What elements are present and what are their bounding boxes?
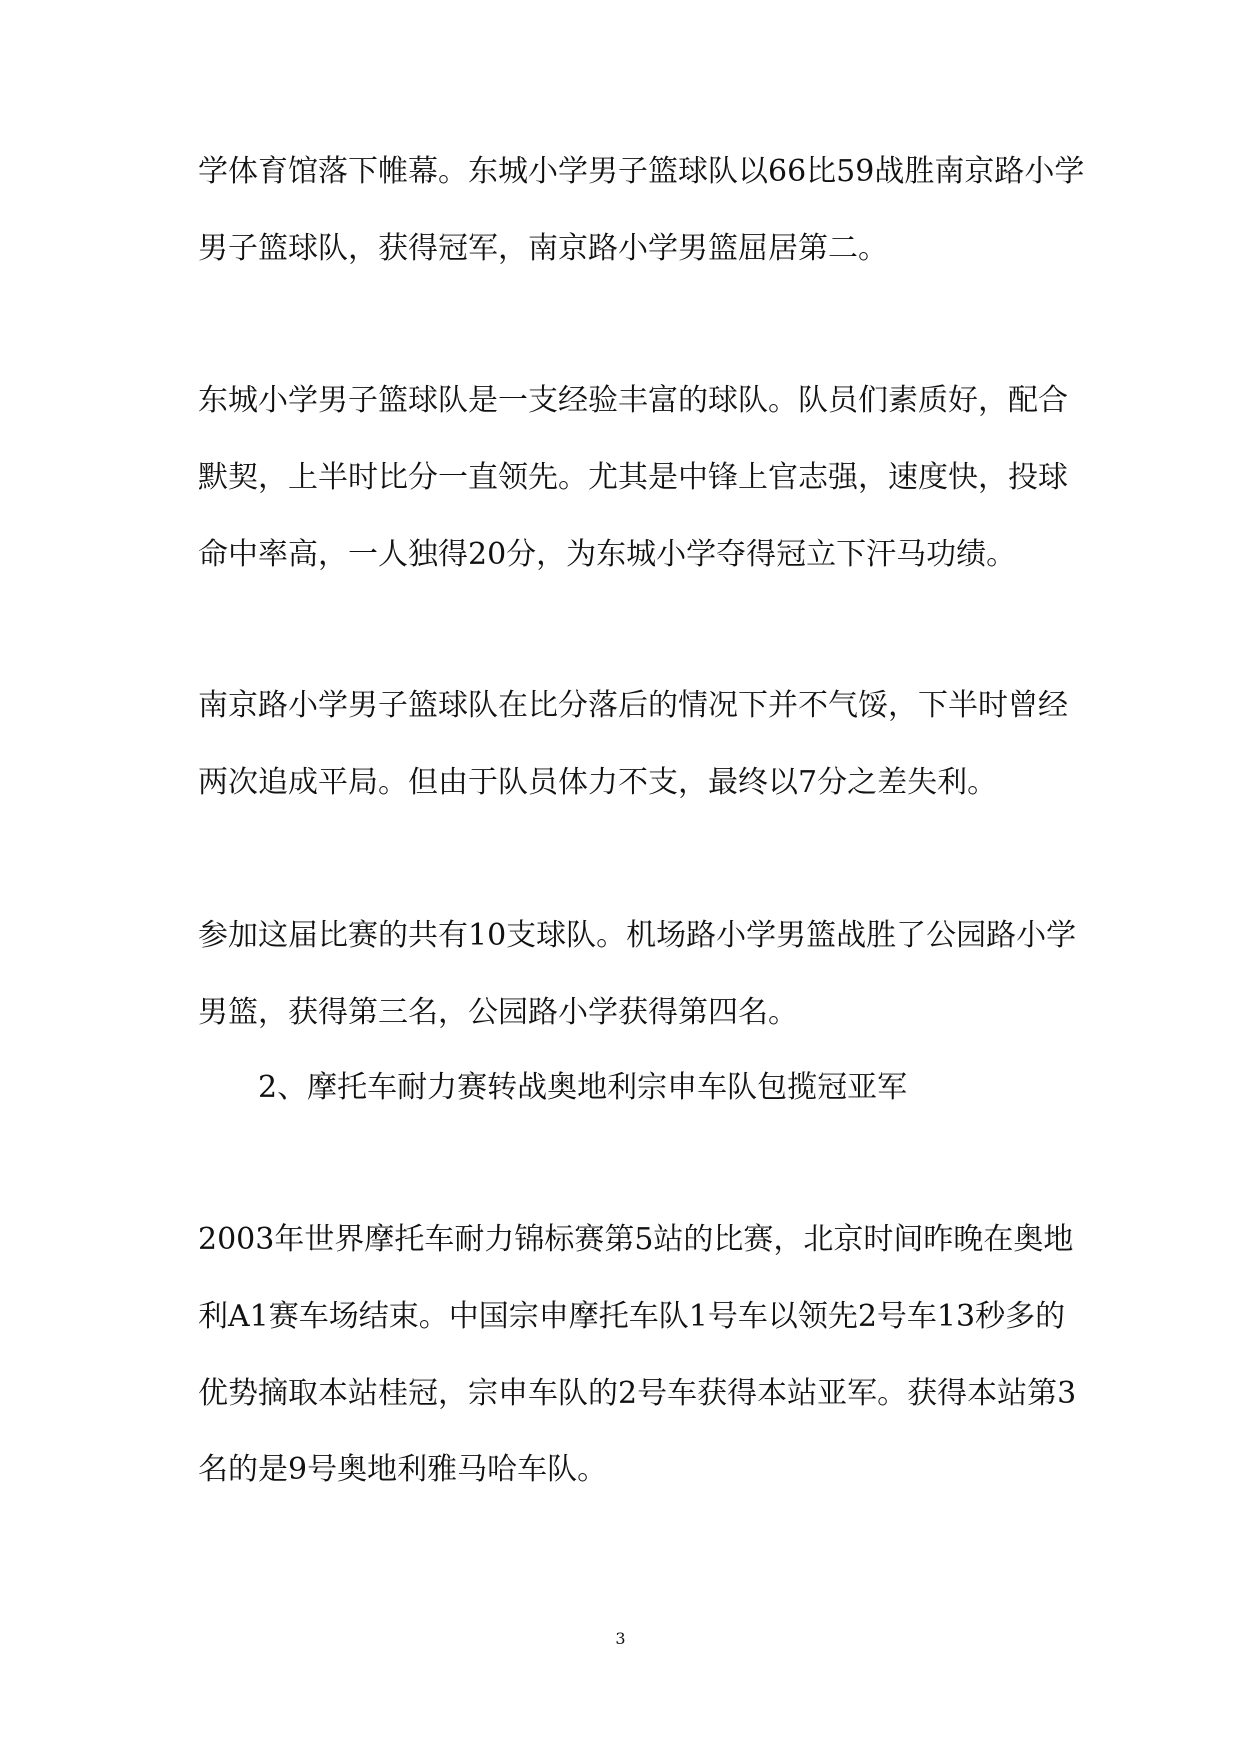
text-line: 两次追成平局。但由于队员体力不支，最终以7分之差失利。: [198, 765, 998, 800]
page-number: 3: [615, 1629, 626, 1648]
text-line: 优势摘取本站桂冠，宗申车队的2号车获得本站亚军。获得本站第3: [198, 1376, 1077, 1411]
text-line: 男篮，获得第三名，公园路小学获得第四名。: [198, 995, 798, 1030]
text-line: 命中率高，一人独得20分，为东城小学夺得冠立下汗马功绩。: [198, 537, 1017, 572]
text-line: 2003年世界摩托车耐力锦标赛第5站的比赛，北京时间昨晚在奥地: [198, 1222, 1074, 1257]
text-line: 男子篮球队，获得冠军，南京路小学男篮屈居第二。: [198, 231, 888, 266]
text-line: 学体育馆落下帷幕。东城小学男子篮球队以66比59战胜南京路小学: [198, 154, 1085, 189]
text-line: 名的是9号奥地利雅马哈车队。: [198, 1452, 608, 1487]
text-line: 参加这届比赛的共有10支球队。机场路小学男篮战胜了公园路小学: [198, 918, 1077, 953]
section-heading: 2、摩托车耐力赛转战奥地利宗申车队包揽冠亚军: [258, 1070, 908, 1105]
text-line: 利A1赛车场结束。中国宗申摩托车队1号车以领先2号车13秒多的: [198, 1299, 1066, 1334]
text-line: 默契，上半时比分一直领先。尤其是中锋上官志强，速度快，投球: [198, 460, 1068, 495]
text-line: 东城小学男子篮球队是一支经验丰富的球队。队员们素质好，配合: [198, 383, 1068, 418]
text-line: 南京路小学男子篮球队在比分落后的情况下并不气馁，下半时曾经: [198, 688, 1068, 723]
